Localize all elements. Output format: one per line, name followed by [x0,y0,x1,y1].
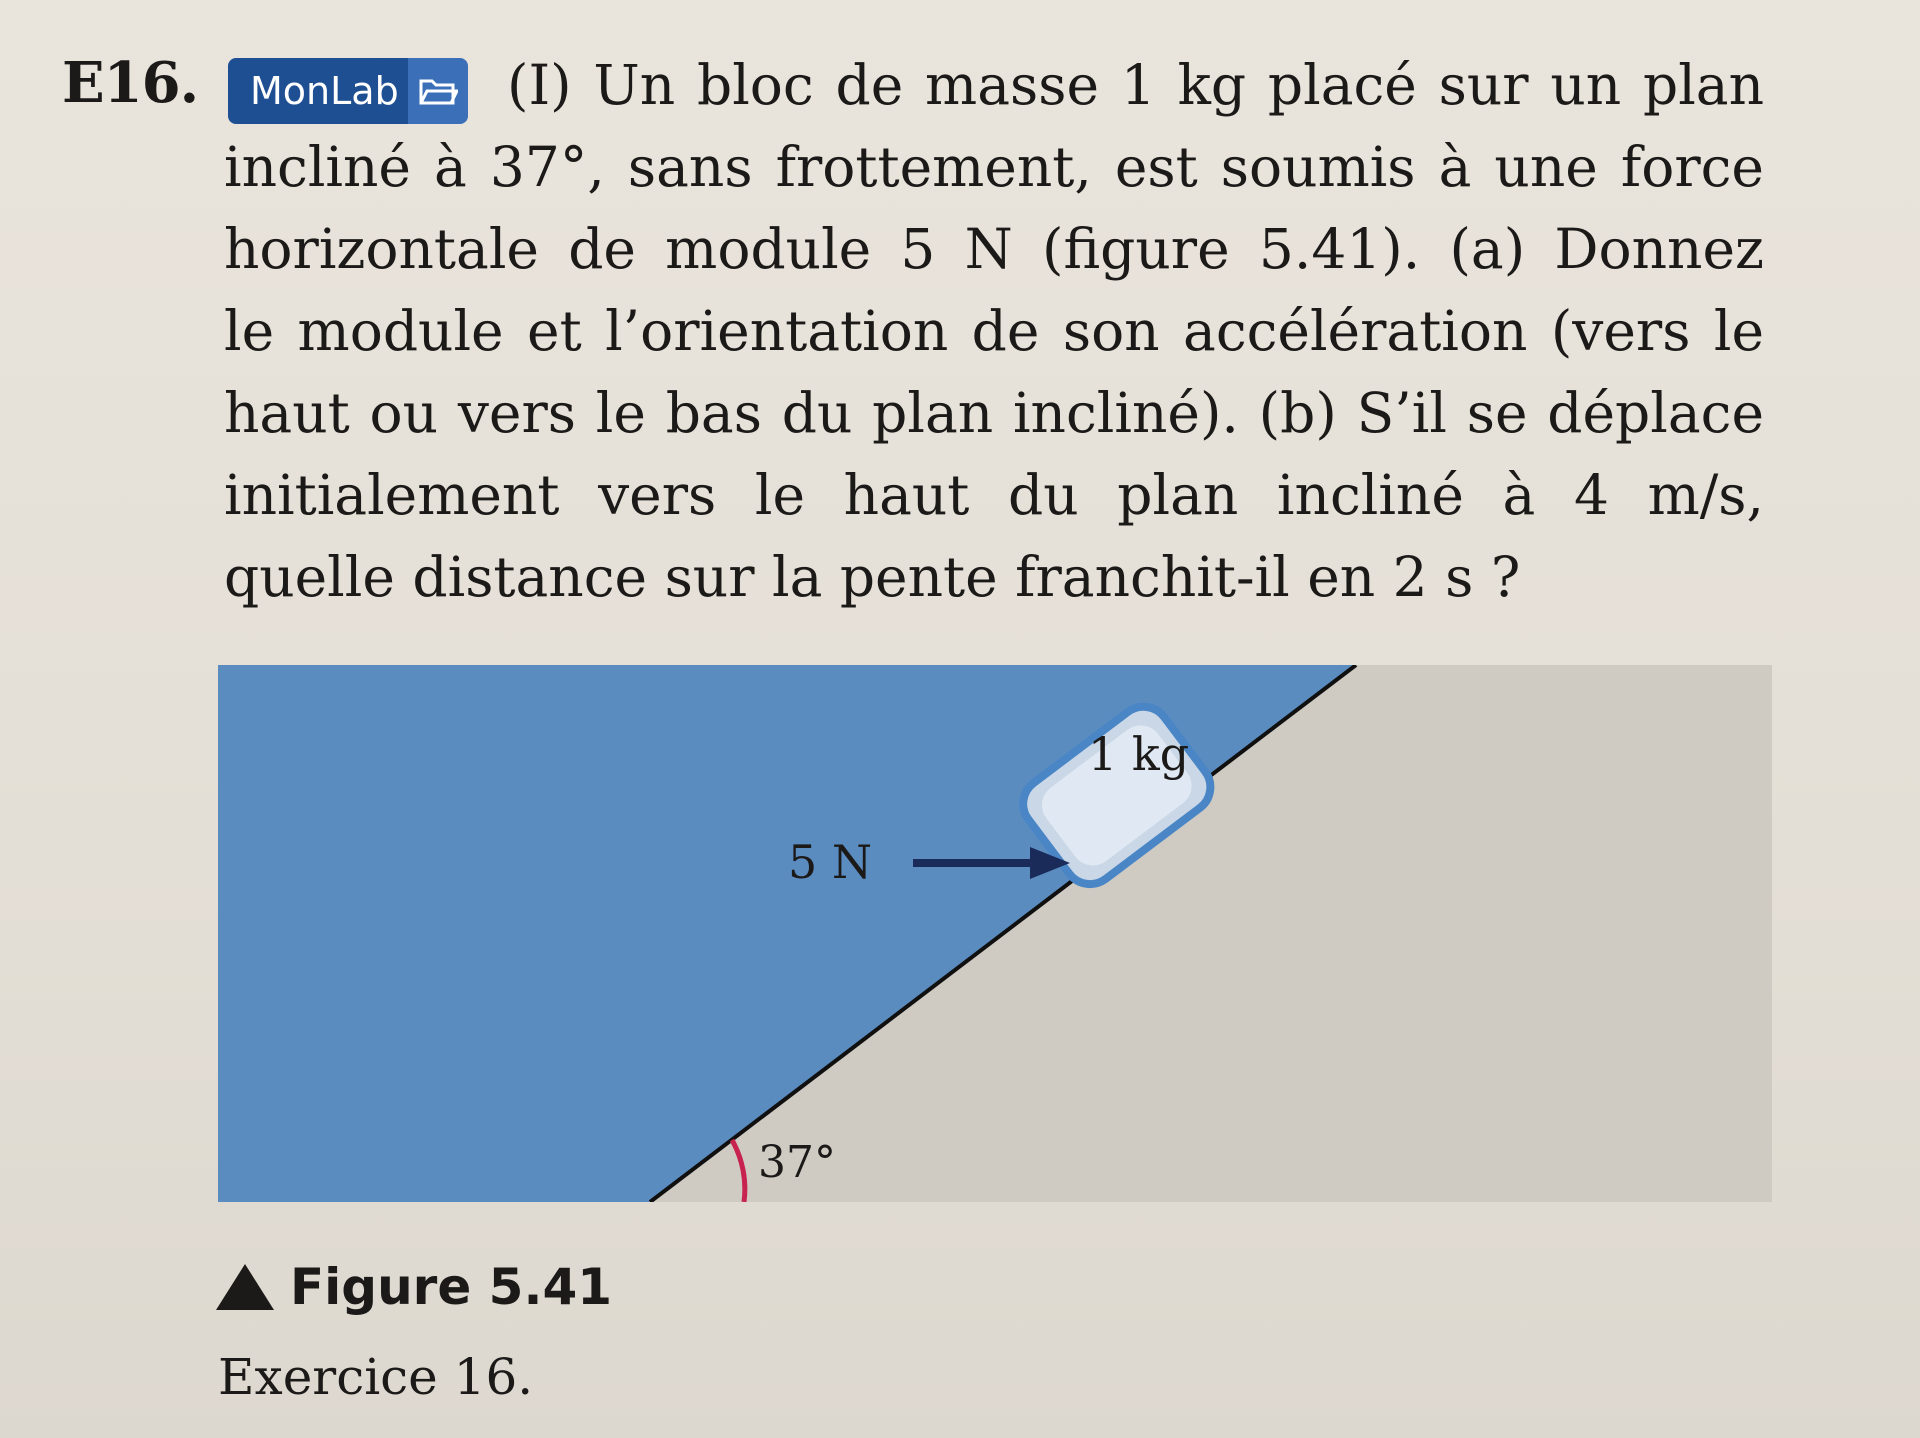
problem-statement [224,44,1764,618]
problem-line: horizontale de module 5 N (figure 5.41). (a) Donnez [224,217,1764,281]
problem-line: le module et l’orientation de son accélération (vers le [224,299,1764,363]
triangle-icon [216,1264,274,1310]
problem-line: incliné à 37°, sans frottement, est soumis à une force [224,135,1764,199]
problem-line: (I) Un bloc de masse 1 kg placé sur un plan [507,53,1764,117]
exercise-number: E16. [62,50,199,116]
angle-label: 37° [758,1137,836,1188]
monlab-badge-label: MonLab [228,58,408,124]
figure-caption-title-text: Figure 5.41 [290,1258,613,1316]
problem-line: initialement vers le haut du plan incliné à 4 m/s, [224,463,1764,527]
problem-line: quelle distance sur la pente franchit-il en 2 s ? [224,545,1521,609]
figure-caption-title [216,1258,612,1316]
problem-line: haut ou vers le bas du plan incliné). (b) S’il se déplace [224,381,1764,445]
inclined-plane-figure [218,665,1772,1202]
mass-label: 1 kg [1088,727,1190,781]
force-label: 5 N [788,835,873,889]
figure-caption-text: Exercice 16. [218,1348,534,1406]
